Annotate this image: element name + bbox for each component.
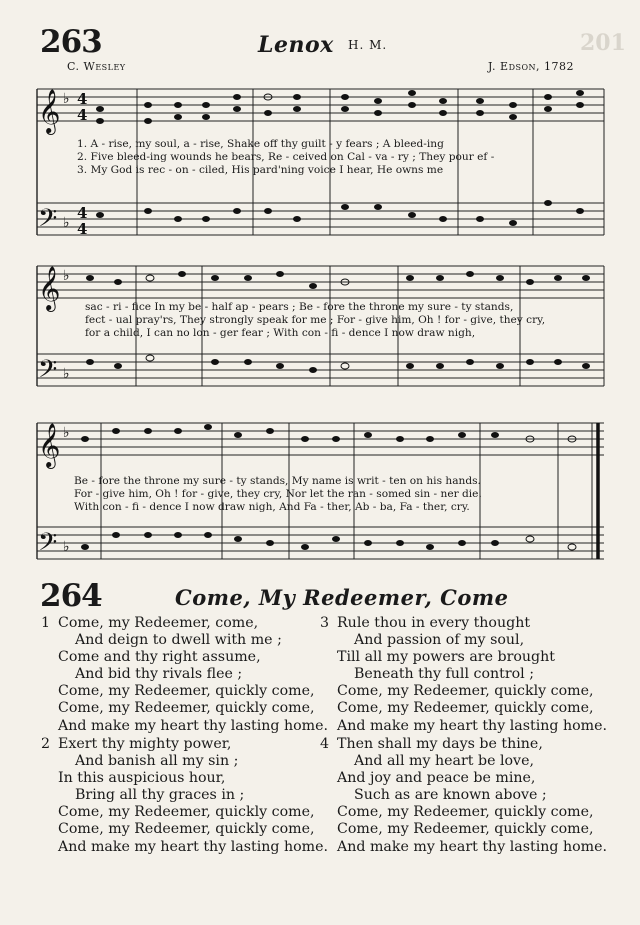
svg-text:4: 4 (77, 204, 88, 222)
verse-line: Come, my Redeemer, quickly come, (337, 821, 594, 838)
verse-line: Come, my Redeemer, quickly come, (337, 700, 594, 717)
verse-line: And make my heart thy lasting home. (337, 838, 607, 855)
lyric-line: With con - fi - dence I now draw nigh, And Fa - ther, Ab - ba, Fa - ther, cry. (74, 501, 470, 513)
verse-line: Come, my Redeemer, quickly come, (337, 804, 594, 821)
verse-line: Bring all thy graces in ; (75, 787, 245, 804)
verse-line: Exert thy mighty power, (58, 736, 232, 752)
verse-line: And bid thy rivals flee ; (75, 666, 243, 683)
svg-text:𝄞: 𝄞 (38, 423, 61, 467)
stanza-number: 1 (41, 615, 51, 631)
verse-line: Such as are known above ; (354, 787, 547, 804)
svg-text:𝄢: 𝄢 (38, 355, 58, 390)
stanza-3 (320, 615, 607, 735)
lyric-line: for a child, I can no lon - ger fear ; With con - fi - dence I now draw nigh, (85, 327, 476, 339)
svg-text:𝄢: 𝄢 (38, 528, 58, 563)
composer-credit: J. Edson, 1782 (488, 60, 575, 73)
hymn-title: Come, My Redeemer, Come (175, 585, 509, 610)
svg-text:♭: ♭ (63, 215, 70, 231)
verse-line: In this auspicious hour, (58, 770, 226, 787)
lyric-line: 3. My God is rec - on - ciled, His pard'ning voice I hear, He owns me (77, 164, 444, 176)
page-corner-number: 201 (580, 30, 626, 56)
verse-line: Come, my Redeemer, quickly come, (337, 683, 594, 700)
svg-text:♭: ♭ (63, 268, 70, 284)
hymn-number-263: 263 (40, 24, 102, 60)
verse-line: Come, my Redeemer, come, (58, 615, 259, 631)
svg-text:𝄢: 𝄢 (38, 204, 58, 239)
tune-name: Lenox (258, 32, 334, 58)
stanza-4 (320, 736, 607, 856)
stanza-1 (41, 615, 328, 735)
svg-text:4: 4 (77, 90, 88, 108)
verse-line: And make my heart thy lasting home. (58, 717, 328, 734)
verse-line: And passion of my soul, (354, 632, 525, 649)
svg-text:♭: ♭ (63, 91, 70, 107)
lyric-line: fect - ual pray'rs, They strongly speak for me ; For - give him, Oh ! for - give, they cry, (85, 314, 546, 326)
svg-text:𝄞: 𝄞 (38, 89, 61, 133)
verse-line: And joy and peace be mine, (337, 770, 536, 787)
lyric-line: sac - ri - fice In my be - half ap - pears ; Be - fore the throne my sure - ty stands, (85, 301, 514, 313)
verse-line: And deign to dwell with me ; (75, 632, 282, 649)
verse-line: Till all my powers are brought (337, 649, 555, 666)
author-credit: C. Wesley (67, 60, 126, 73)
verse-line: Come and thy right assume, (58, 649, 261, 666)
svg-text:𝄞: 𝄞 (38, 266, 61, 310)
stanza-number: 2 (41, 736, 51, 752)
verse-line: Come, my Redeemer, quickly come, (58, 700, 315, 717)
stanza-number: 3 (320, 615, 330, 631)
verse-line: And make my heart thy lasting home. (337, 717, 607, 734)
svg-text:4: 4 (77, 220, 88, 238)
meter: H. M. (348, 38, 388, 52)
lyrics-system-1 (77, 138, 494, 177)
verse-line: Rule thou in every thought (337, 615, 531, 631)
lyric-line: For - give him, Oh ! for - give, they cry, Nor let the ran - somed sin - ner die. (74, 488, 482, 500)
lyrics-system-3 (74, 475, 482, 514)
verse-line: And all my heart be love, (354, 753, 534, 770)
svg-text:♭: ♭ (63, 425, 70, 441)
verse-line: Then shall my days be thine, (337, 736, 543, 752)
lyrics-system-2 (85, 301, 545, 340)
svg-text:4: 4 (77, 106, 88, 124)
verse-line: Beneath thy full control ; (354, 666, 534, 683)
lyric-line: 1. A - rise, my soul, a - rise, Shake off thy guilt - y fears ; A bleed-ing (77, 138, 444, 150)
lyric-line: 2. Five bleed-ing wounds he bears, Re - ceived on Cal - va - ry ; They pour ef - (77, 151, 495, 163)
stanza-number: 4 (320, 736, 330, 752)
hymn-number-264: 264 (40, 578, 102, 614)
verse-line: And banish all my sin ; (75, 753, 239, 770)
verse-line: Come, my Redeemer, quickly come, (58, 683, 315, 700)
verse-line: Come, my Redeemer, quickly come, (58, 821, 315, 838)
verse-line: Come, my Redeemer, quickly come, (58, 804, 315, 821)
verse-line: And make my heart thy lasting home. (58, 838, 328, 855)
svg-text:♭: ♭ (63, 539, 70, 555)
svg-text:♭: ♭ (63, 366, 70, 382)
stanza-2 (41, 736, 328, 856)
lyric-line: Be - fore the throne my sure - ty stands, My name is writ - ten on his hands. (74, 475, 481, 487)
